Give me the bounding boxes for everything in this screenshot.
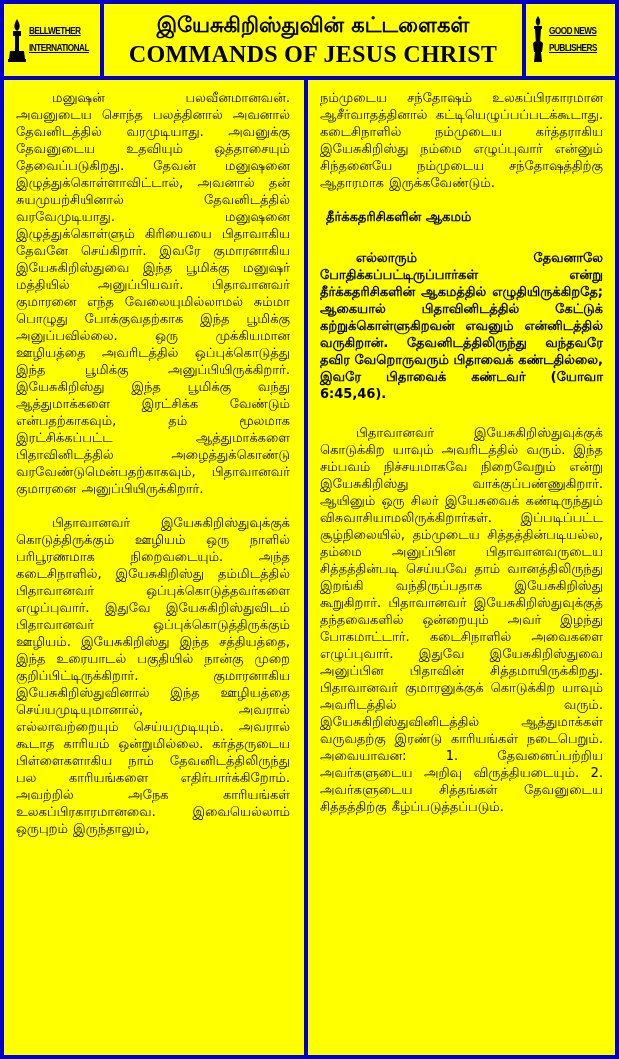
good-news-logo (526, 4, 615, 76)
left-paragraph-1: மனுஷன் பலவீனமானவன். அவனுடைய சொந்த பலத்தினால் அவனால் தேவனிடத்தில் வரமுடியாது. அவனுக்கு தேவனுடைய உதவியும் ஒத்தாசையும் தேவைப்படுகிறது. தேவன் மனுஷனை இழுத்துக்கொள்ளாவிட்டால், அவனால் தன் சுயமுயற்சியினால் தேவனிடத்தில் வரவேமுடியாது. மனுஷனை இழுத்துக்கொள்ளும் கிரியையை பிதாவாகிய தேவனே செய்கிறார். இவரே குமாரனாகிய இயேசுகிறிஸ்துவை இந்த பூமிக்கு மனுஷர் மத்தியில் அனுப்பியவர். பிதாவானவர் குமாரனை எந்த வேலையுமில்லாமல் சும்மா பொழுது போக்குவதற்காக இந்த பூமிக்கு அனுப்பவில்லை. ஒரு முக்கியமான ஊழியத்தை அவரிடத்தில் ஒப்புக்கொடுத்து இந்த பூமிக்கு அனுப்பியிருக்கிறார். இயேசுகிறிஸ்து இந்த பூமிக்கு வந்து ஆத்துமாக்களை இரட்சிக்க வேண்டும் என்பதற்காகவும், தம் மூலமாக இரட்சிக்கப்பட்ட ஆத்துமாக்களை பிதாவினிடத்தில் அழைத்துக்கொண்டு வரவேண்டுமென்பதற்காகவும், பிதாவானவர் குமாரனை அனுப்பியிருக்கிறார். (16, 91, 290, 497)
left-paragraph-2: பிதாவானவர் இயேசுகிறிஸ்துவுக்குக் கொடுத்திருக்கும் ஊழியம் ஒரு நாளில் பரிபூரணமாக நிறைவடையும். அந்த கடைசிநாளில், இயேசுகிறிஸ்து தம்மிடத்தில் பிதாவானவர் ஒப்புக்கொடுத்தவர்களை எழுப்புவார். இதுவே இயேசுகிறிஸ்துவிடம் பிதாவானவர் ஒப்புக்கொடுத்திருக்கும் ஊழியம். இயேசுகிறிஸ்து இந்த சத்தியத்தை, இந்த உரையாடல் பகுதியில் நான்கு முறை குறிப்பிட்டிருக்கிறார். குமாரனாகிய இயேசுகிறிஸ்துவினால் இந்த ஊழியத்தை செய்யமுடியுமானால், அவரால் எல்லாவற்றையும் செய்யமுடியும். அவரால் கூடாத காரியம் ஒன்றுமில்லை. கர்த்தருடைய பிள்ளைகளாகிய நாம் தேவனிடத்திலிருந்து பல காரியங்களை எதிர்பார்க்கிறோம். அவற்றில் அநேக காரியங்கள் உலகப்பிரகாரமானவை. இவையெல்லாம் ஒருபுறம் இருந்தாலும், (16, 516, 290, 837)
bellwether-logo (4, 4, 100, 76)
scripture-quote: எல்லாரும் தேவனாலே போதிக்கப்பட்டிருப்பார்கள் என்று தீர்க்கதரிசிகளின் ஆகமத்தில் எழுதியிருக்கிறதே; ஆகையால் பிதாவினிடத்தில் கேட்டுக் கற்றுக்கொள்ளுகிறவன் எவனும் என்னிடத்தில் வருகிறான். தேவனிடத்திலிருந்து வந்தவரே தவிர வேறொருவரும் பிதாவைக் கண்டதில்லை, இவரே பிதாவைக் கண்டவர் (யோவா 6:45,46). (320, 251, 603, 402)
section-heading: தீர்க்கதரிசிகளின் ஆகமம் (326, 210, 472, 225)
title-box (104, 4, 522, 76)
title-tamil: இயேசுகிறிஸ்துவின் கட்டளைகள் (156, 13, 470, 37)
header (4, 4, 615, 76)
right-body-paragraph: பிதாவானவர் இயேசுகிறிஸ்துவுக்குக் கொடுக்கிற யாவும் அவரிடத்தில் வரும். இந்த சம்பவம் நிச்சயமாகவே நிறைவேறும் என்று இயேசுகிறிஸ்து வாக்குப்பண்ணுகிறார். ஆயினும் ஒரு சிலர் இயேசுவைக் கண்டிருந்தும் விசுவாசியாமலிருக்கிறார்கள். இப்படிப்பட்ட சூழ்நிலையில், தம்முடைய சித்தத்தின்படியல்ல, தம்மை அனுப்பின பிதாவானவருடைய சித்தத்தின்படி செய்யவே தாம் வானத்திலிருந்து இறங்கி வந்திருப்பதாக இயேசுகிறிஸ்து கூறுகிறார். பிதாவானவர் இயேசுகிறிஸ்துவுக்குத் தந்தவைகளில் ஒன்றையும் அவர் இழந்து போகமாட்டார். கடைசிநாளில் அவைகளை எழுப்புவார். இதுவே இயேசுகிறிஸ்துவை அனுப்பின பிதாவின் சித்தமாயிருக்கிறது. பிதாவானவர் குமாரனுக்குக் கொடுக்கிற யாவும் அவரிடத்தில் வரும். இயேசுகிறிஸ்துவினிடத்தில் ஆத்துமாக்கள் வருவதற்கு இரண்டு காரியங்கள் நடைபெறும். அவையாவன: 1. தேவனைப்பற்றிய அவர்களுடைய அறிவு விருத்தியடையும். 2. அவர்களுடைய சித்தங்கள் தேவனுடைய சித்தத்திற்கு கீழ்ப்படுத்தப்படும். (320, 426, 603, 815)
torch-hand-icon (530, 16, 546, 64)
logo-right-line1: GOOD NEWS (549, 26, 597, 37)
left-column (4, 80, 304, 1055)
logo-left-line2: INTERNATIONAL (29, 43, 89, 54)
logo-left-line1: BELLWETHER (29, 26, 81, 37)
title-english: COMMANDS OF JESUS CHRIST (128, 42, 498, 68)
logo-right-line2: PUBLISHERS (549, 43, 597, 54)
right-intro-paragraph: நம்முடைய சந்தோஷம் உலகப்பிரகாரமான ஆசீர்வாதத்தினால் கட்டியெழுப்பப்படக்கூடாது. கடைசிநாளில் நம்முடைய கர்த்தராகிய இயேசுகிறிஸ்து நம்மை எழுப்புவார் என்னும் சிந்தனையே நம்முடைய சந்தோஷத்திற்கு ஆதாரமாக இருக்கவேண்டும். (320, 91, 603, 191)
lamp-stand-icon (8, 17, 26, 63)
right-column (308, 80, 615, 1055)
